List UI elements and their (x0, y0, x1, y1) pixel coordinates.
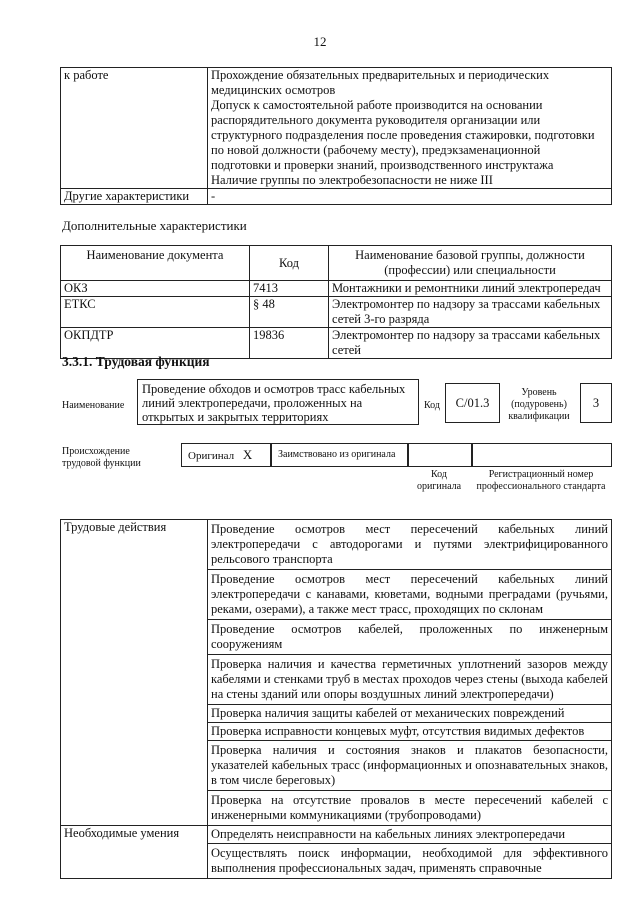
action-item: Проверка исправности концевых муфт, отсутствия видимых дефектов (208, 723, 612, 741)
tf-name-label: Наименование (62, 400, 125, 411)
action-item: Проведение осмотров мест пересечений кабельных линий электропередачи с канавами, кюветами, водными преградами (ручьями, реками, озерами), а также мест трасс, проходящих по склонам (208, 570, 612, 620)
tf-code-box: С/01.3 (445, 383, 500, 423)
header-group: Наименование базовой группы, должности (профессии) или специальности (329, 246, 612, 281)
row-name: Электромонтер по надзору за трассами кабельных сетей (329, 328, 612, 359)
other-characteristics-label: Другие характеристики (61, 189, 208, 205)
action-item: Проверка наличия и состояния знаков и плакатов безопасности, указателей кабельных трасс (информационных и опознавательных знаков, в том числе береговых) (208, 741, 612, 791)
tf-reg-number-cell (472, 443, 612, 467)
row-doc: ЕТКС (61, 297, 250, 328)
additional-table (60, 245, 612, 359)
skill-item: Осуществлять поиск информации, необходимой для эффективного выполнения профессиональных задач, применять справочные (208, 844, 612, 879)
additional-heading: Дополнительные характеристики (62, 218, 247, 233)
skill-item: Определять неисправности на кабельных линиях электропередачи (208, 826, 612, 844)
action-item: Проверка на отсутствие провалов в месте пересечений кабелей с инженерными коммуникациями (трубопроводами) (208, 791, 612, 826)
requirements-label: к работе (61, 68, 208, 189)
section-title: 3.3.1. Трудовая функция (62, 354, 210, 369)
row-doc: ОКЗ (61, 281, 250, 297)
row-code: 19836 (250, 328, 329, 359)
page-number: 12 (313, 34, 327, 49)
tf-level-label: Уровень (подуровень) квалификации (508, 387, 570, 422)
header-code: Код (250, 246, 329, 281)
skills-label: Необходимые умения (61, 826, 208, 879)
tf-borrowed-cell: Заимствовано из оригинала (271, 443, 408, 467)
tf-origin-label: Происхождение трудовой функции (62, 446, 141, 469)
row-doc: ОКПДТР (61, 328, 250, 359)
action-item: Проведение осмотров кабелей, проложенных по инженерным сооружениям (208, 620, 612, 655)
tf-code-original-label: Код оригинала (416, 469, 462, 492)
action-item: Проверка наличия и качества герметичных уплотнений зазоров между кабелями и стенками труб в местах проходов через стены (выхода кабелей на стены зданий или опоры воздушных линий электропередачи) (208, 655, 612, 705)
tf-level-box: 3 (580, 383, 612, 423)
row-code: 7413 (250, 281, 329, 297)
actions-table (60, 519, 612, 879)
row-name: Электромонтер по надзору за трассами кабельных сетей 3-го разряда (329, 297, 612, 328)
action-item: Проведение осмотров мест пересечений кабельных линий электропередачи с автодорогами и путями электрифицированного рельсового транспорта (208, 520, 612, 570)
actions-label: Трудовые действия (61, 520, 208, 826)
row-code: § 48 (250, 297, 329, 328)
tf-original-mark: X (242, 447, 253, 462)
action-item: Проверка наличия защиты кабелей от механических повреждений (208, 705, 612, 723)
tf-reg-number-label: Регистрационный номер профессионального стандарта (476, 469, 606, 492)
header-document: Наименование документа (61, 246, 250, 281)
tf-code-original-cell (408, 443, 472, 467)
row-name: Монтажники и ремонтники линий электропередач (329, 281, 612, 297)
requirements-table (60, 67, 612, 205)
requirements-value: Прохождение обязательных предварительных и периодических медицинских осмотров Допуск к самостоятельной работе производится на основании распорядительного документа руководителя организации или структурного подразделения после проведения стажировки, подготовки по новой должности (рабочему месту), предэкзаменационной подготовки и проверки знаний, производственного инструктажа Наличие группы по электробезопасности не ниже III (208, 68, 612, 189)
other-characteristics-value: - (208, 189, 612, 205)
tf-name-box: Проведение обходов и осмотров трасс кабельных линий электропередачи, проложенных на открытых и закрытых территориях (137, 379, 419, 425)
tf-original-cell (181, 443, 271, 467)
tf-original-label: Оригинал (188, 450, 235, 462)
tf-code-label: Код (424, 400, 440, 411)
